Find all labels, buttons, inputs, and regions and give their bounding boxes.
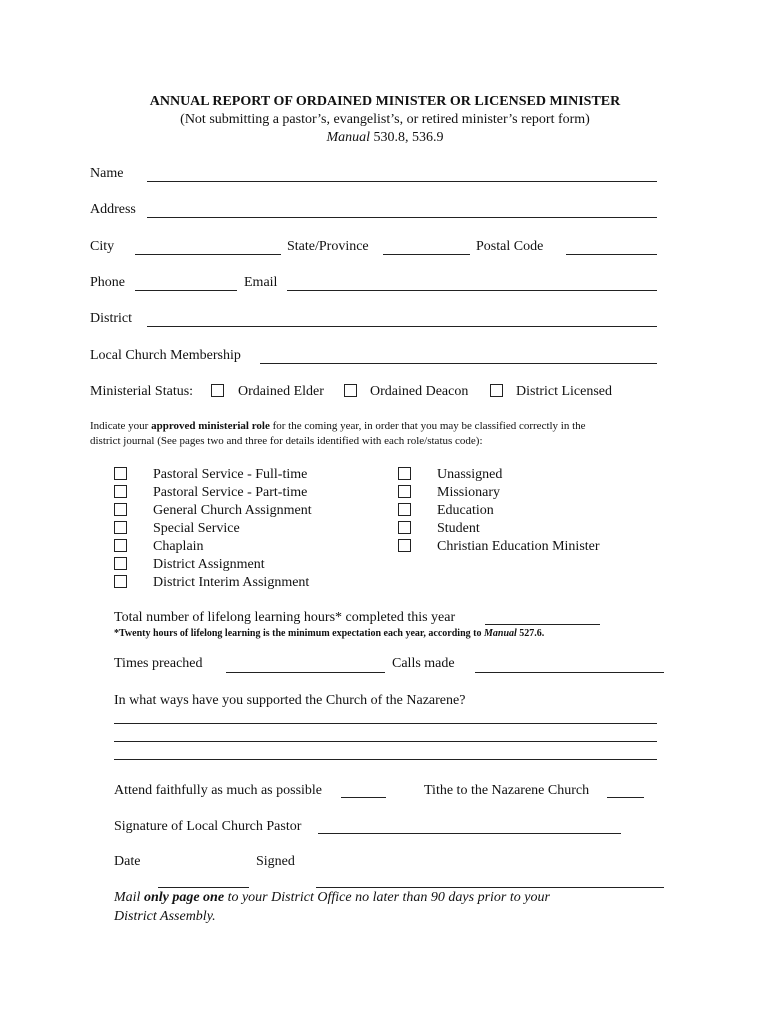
mail-post: to your District Office no later than 90 days prior to your xyxy=(224,890,550,905)
phone-field[interactable] xyxy=(135,290,237,291)
membership-label: Local Church Membership xyxy=(90,348,241,363)
support-question: In what ways have you supported the Church of the Nazarene? xyxy=(114,693,466,708)
mail-instructions-line2: District Assembly. xyxy=(114,909,216,924)
role-label: Pastoral Service - Part-time xyxy=(153,485,308,500)
role-checkbox[interactable] xyxy=(398,485,411,498)
address-label: Address xyxy=(90,202,136,217)
manual-numbers: 530.8, 536.9 xyxy=(370,130,444,145)
mail-bold: only page one xyxy=(143,890,225,905)
status-checkbox-district-licensed[interactable] xyxy=(490,384,503,397)
name-label: Name xyxy=(90,166,124,181)
role-label: Pastoral Service - Full-time xyxy=(153,467,308,482)
role-label: Missionary xyxy=(437,485,500,500)
learning-hours-label: Total number of lifelong learning hours* completed this year xyxy=(114,610,456,625)
name-field[interactable] xyxy=(147,181,657,182)
role-label: District Assignment xyxy=(153,557,265,572)
role-label: Unassigned xyxy=(437,467,503,482)
status-option-ordained-elder: Ordained Elder xyxy=(238,384,324,399)
support-answer-line-3[interactable] xyxy=(114,759,657,760)
role-checkbox[interactable] xyxy=(398,539,411,552)
email-field[interactable] xyxy=(287,290,657,291)
date-label: Date xyxy=(114,854,141,869)
status-checkbox-ordained-elder[interactable] xyxy=(211,384,224,397)
signed-label: Signed xyxy=(256,854,295,869)
calls-made-field[interactable] xyxy=(475,672,664,673)
district-label: District xyxy=(90,311,132,326)
district-field[interactable] xyxy=(147,326,657,327)
instructions-post: for the coming year, in order that you may be classified correctly in the xyxy=(269,420,586,432)
role-checkbox[interactable] xyxy=(114,503,127,516)
manual-italic: Manual xyxy=(326,130,371,145)
role-label: Student xyxy=(437,521,480,536)
times-preached-label: Times preached xyxy=(114,656,203,671)
state-label: State/Province xyxy=(287,239,369,254)
state-field[interactable] xyxy=(383,254,470,255)
role-label: Chaplain xyxy=(153,539,204,554)
form-title: ANNUAL REPORT OF ORDAINED MINISTER OR LICENSED MINISTER xyxy=(149,94,621,109)
role-checkbox[interactable] xyxy=(398,521,411,534)
role-checkbox[interactable] xyxy=(114,467,127,480)
role-checkbox[interactable] xyxy=(114,521,127,534)
pastor-signature-label: Signature of Local Church Pastor xyxy=(114,819,302,834)
postal-field[interactable] xyxy=(566,254,657,255)
instructions-line1 xyxy=(90,419,586,433)
role-label: General Church Assignment xyxy=(153,503,312,518)
tithe-field[interactable] xyxy=(607,797,644,798)
membership-field[interactable] xyxy=(260,363,657,364)
calls-made-label: Calls made xyxy=(392,656,455,671)
status-checkbox-ordained-deacon[interactable] xyxy=(344,384,357,397)
role-label: Special Service xyxy=(153,521,240,536)
mail-pre: Mail xyxy=(114,890,144,905)
email-label: Email xyxy=(244,275,278,290)
manual-reference xyxy=(0,130,770,146)
signed-field[interactable] xyxy=(316,887,664,888)
role-checkbox[interactable] xyxy=(114,557,127,570)
city-field[interactable] xyxy=(135,254,281,255)
role-checkbox[interactable] xyxy=(398,503,411,516)
role-label: District Interim Assignment xyxy=(153,575,310,590)
mail-instructions-line1 xyxy=(114,890,550,906)
form-subtitle: (Not submitting a pastor’s, evangelist’s, or retired minister’s report form) xyxy=(180,112,590,127)
city-label: City xyxy=(90,239,115,254)
address-field[interactable] xyxy=(147,217,657,218)
attend-field[interactable] xyxy=(341,797,386,798)
phone-label: Phone xyxy=(90,275,125,290)
attend-label: Attend faithfully as much as possible xyxy=(114,783,323,798)
status-label: Ministerial Status: xyxy=(90,384,194,399)
role-checkbox[interactable] xyxy=(398,467,411,480)
postal-label: Postal Code xyxy=(476,239,544,254)
times-preached-field[interactable] xyxy=(226,672,385,673)
role-label: Education xyxy=(437,503,494,518)
learning-note-post: 527.6. xyxy=(516,628,545,639)
learning-note-italic: Manual xyxy=(483,628,517,639)
role-checkbox[interactable] xyxy=(114,485,127,498)
role-checkbox[interactable] xyxy=(114,575,127,588)
learning-hours-field[interactable] xyxy=(485,624,600,625)
role-label: Christian Education Minister xyxy=(437,539,600,554)
instructions-pre: Indicate your xyxy=(90,420,152,432)
learning-note-pre: *Twenty hours of lifelong learning is the minimum expectation each year, according to xyxy=(114,628,484,639)
status-option-ordained-deacon: Ordained Deacon xyxy=(370,384,469,399)
instructions-bold: approved ministerial role xyxy=(151,420,270,432)
role-checkbox[interactable] xyxy=(114,539,127,552)
date-field[interactable] xyxy=(158,887,249,888)
pastor-signature-field[interactable] xyxy=(318,833,621,834)
support-answer-line-2[interactable] xyxy=(114,741,657,742)
learning-note xyxy=(114,628,544,639)
tithe-label: Tithe to the Nazarene Church xyxy=(424,783,590,798)
instructions-line2: district journal (See pages two and three for details identified with each role/status code): xyxy=(90,435,483,447)
status-option-district-licensed: District Licensed xyxy=(516,384,613,399)
support-answer-line-1[interactable] xyxy=(114,723,657,724)
